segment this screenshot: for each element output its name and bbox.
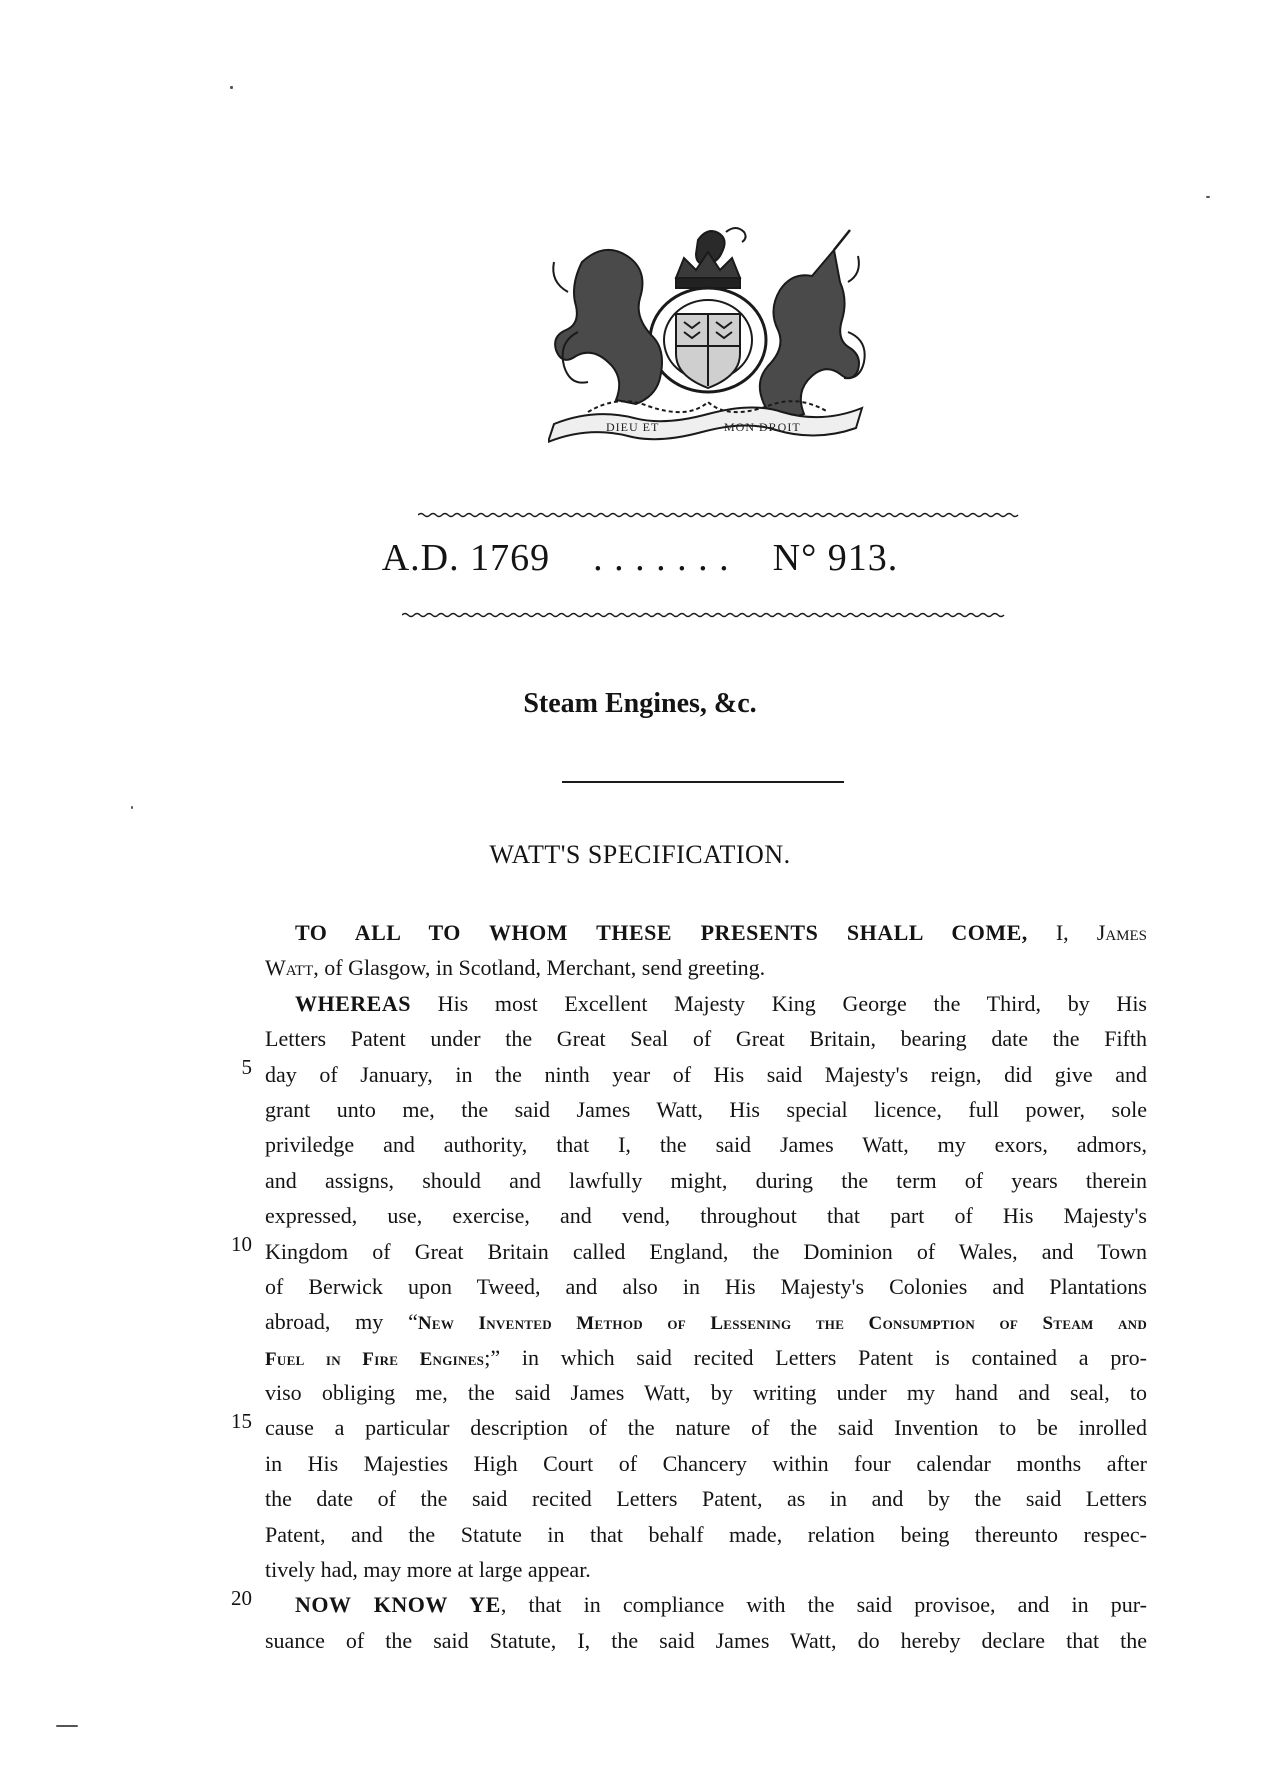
text-line: the date of the said recited Letters Patent, as in and by the said Letters	[265, 1486, 1147, 1512]
text-line: TO ALL TO WHOM THESE PRESENTS SHALL COME, I, James	[295, 920, 1148, 945]
text-line: WHEREAS His most Excellent Majesty King George the Third, by His	[295, 990, 1147, 1016]
patent-number: N° 913.	[772, 537, 899, 579]
text-line: day of January, in the ninth year of His said Majesty's reign, did give and	[265, 1061, 1147, 1087]
text-line: grant unto me, the said James Watt, His special licence, full power, sole	[265, 1096, 1147, 1122]
text-line: priviledge and authority, that I, the said James Watt, my exors, admors,	[265, 1132, 1147, 1158]
text-line: in His Majesties High Court of Chancery within four calendar months after	[265, 1450, 1147, 1476]
wavy-rule-bottom	[402, 612, 1006, 618]
scan-speck	[56, 1725, 78, 1727]
text-line: suance of the said Statute, I, the said James Watt, do hereby declare that the	[265, 1627, 1147, 1653]
line-number-20: 20	[231, 1586, 252, 1610]
text-line: viso obliging me, the said James Watt, by writing under my hand and seal, to	[265, 1380, 1147, 1406]
text-line: Fuel in Fire Engines;” in which said recited Letters Patent is contained a pro-	[265, 1344, 1147, 1370]
scan-speck	[1206, 196, 1210, 198]
text-line: abroad, my “New Invented Method of Lessening the Consumption of Steam and	[265, 1309, 1148, 1335]
subject-heading: Steam Engines, &c.	[523, 688, 757, 719]
text-line: tively had, may more at large appear.	[265, 1557, 591, 1583]
scan-speck	[230, 86, 233, 89]
patent-title	[0, 536, 1280, 580]
line-number-10: 10	[231, 1232, 252, 1256]
line-number-15: 15	[231, 1409, 252, 1433]
wavy-rule-top	[418, 512, 1020, 518]
text-line: Letters Patent under the Great Seal of Great Britain, bearing date the Fifth	[265, 1026, 1147, 1052]
text-line: Patent, and the Statute in that behalf made, relation being thereunto respec-	[265, 1521, 1147, 1547]
motto-right: MON DROIT	[724, 420, 801, 434]
text-line: cause a particular description of the nature of the said Invention to be inrolled	[265, 1415, 1147, 1441]
text-line: of Berwick upon Tweed, and also in His Majesty's Colonies and Plantations	[265, 1273, 1147, 1299]
line-number-5: 5	[241, 1055, 252, 1079]
patent-year: A.D. 1769	[381, 537, 551, 579]
motto-left: DIEU ET	[606, 420, 660, 434]
section-divider	[562, 781, 844, 783]
text-line: NOW KNOW YE, that in compliance with the said provisoe, and in pur-	[295, 1592, 1148, 1618]
text-line: and assigns, should and lawfully might, during the term of years therein	[265, 1167, 1147, 1193]
specification-title: WATT'S SPECIFICATION.	[489, 840, 791, 869]
text-line: Watt, of Glasgow, in Scotland, Merchant, send greeting.	[265, 955, 766, 981]
specification-body	[265, 915, 1147, 1658]
title-dots: . . . . . . .	[593, 537, 730, 579]
motto-scroll	[596, 420, 836, 440]
text-line: Kingdom of Great Britain called England, the Dominion of Wales, and Town	[265, 1238, 1147, 1264]
scan-speck	[131, 806, 133, 809]
text-line: expressed, use, exercise, and vend, throughout that part of His Majesty's	[265, 1203, 1147, 1229]
